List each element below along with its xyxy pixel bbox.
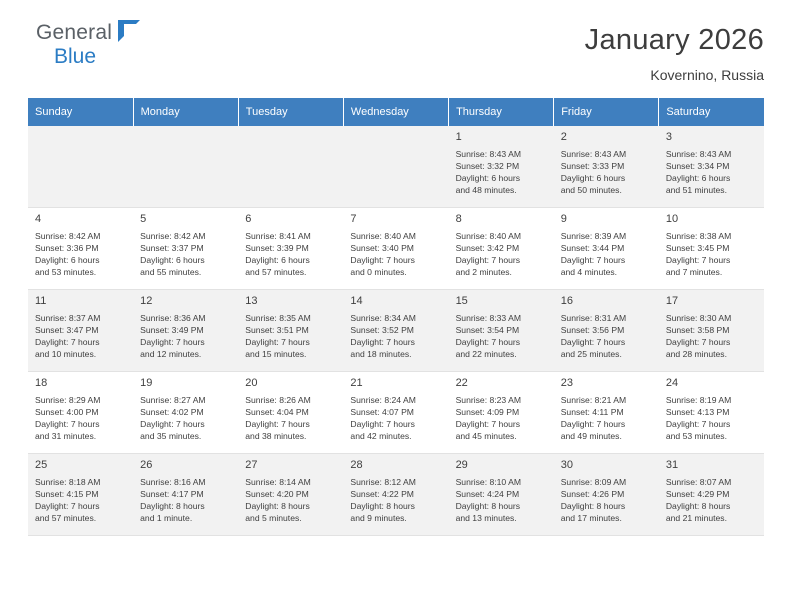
calendar-cell-day[interactable]: [238, 290, 343, 372]
day-details: [456, 395, 548, 442]
day-detail-line: and 49 minutes.: [560, 430, 622, 441]
day-detail-line: Daylight: 8 hours: [140, 500, 205, 511]
calendar-cell-day[interactable]: [133, 454, 238, 536]
day-detail-line: and 0 minutes.: [350, 266, 407, 277]
calendar-cell-day[interactable]: [449, 208, 554, 290]
day-detail-line: Sunrise: 8:42 AM: [140, 231, 206, 242]
calendar-cell-day[interactable]: [133, 290, 238, 372]
day-detail-line: Sunset: 3:34 PM: [665, 161, 730, 172]
day-number: 29: [455, 459, 468, 471]
day-detail-line: Sunrise: 8:40 AM: [350, 231, 416, 242]
day-detail-line: and 1 minute.: [140, 512, 193, 523]
day-details: [666, 395, 758, 442]
day-number: 27: [245, 459, 258, 471]
day-details: [140, 231, 232, 278]
day-detail-line: and 38 minutes.: [245, 430, 307, 441]
day-detail-line: Sunrise: 8:09 AM: [560, 477, 627, 488]
day-number: 20: [245, 377, 258, 389]
day-detail-line: Daylight: 7 hours: [35, 418, 100, 429]
day-detail-line: Daylight: 7 hours: [350, 336, 415, 347]
day-detail-line: and 45 minutes.: [455, 430, 517, 441]
day-detail-line: Sunrise: 8:29 AM: [35, 395, 101, 406]
day-detail-line: Sunset: 3:39 PM: [245, 243, 309, 254]
day-detail-line: Sunrise: 8:34 AM: [350, 313, 416, 324]
day-detail-line: Daylight: 7 hours: [35, 500, 100, 511]
calendar-cell-day[interactable]: [554, 290, 659, 372]
calendar-cell-day[interactable]: [343, 372, 448, 454]
brand-logo: [28, 22, 256, 67]
day-details: [350, 477, 442, 524]
calendar-cell-day[interactable]: [28, 454, 133, 536]
day-detail-line: Sunset: 4:13 PM: [665, 407, 730, 418]
day-detail-line: Sunset: 4:09 PM: [455, 407, 520, 418]
day-number: 5: [140, 213, 147, 225]
day-detail-line: Sunrise: 8:36 AM: [140, 313, 206, 324]
day-number: 17: [665, 295, 679, 307]
calendar-body: [28, 126, 764, 536]
day-detail-line: and 7 minutes.: [665, 266, 723, 277]
day-detail-line: and 21 minutes.: [665, 512, 727, 523]
day-detail-line: Sunset: 4:15 PM: [35, 489, 99, 500]
day-detail-line: Sunset: 3:36 PM: [35, 243, 99, 254]
day-detail-line: and 9 minutes.: [350, 512, 407, 523]
day-detail-line: Sunrise: 8:41 AM: [245, 231, 311, 242]
day-detail-line: Sunrise: 8:31 AM: [560, 313, 627, 324]
day-details: [35, 395, 127, 442]
flag-icon-inner: [124, 24, 137, 37]
day-detail-line: and 12 minutes.: [140, 348, 202, 359]
day-detail-line: Sunset: 4:07 PM: [350, 407, 414, 418]
day-detail-line: Sunrise: 8:43 AM: [560, 149, 627, 160]
day-number: 9: [560, 213, 567, 225]
day-detail-line: and 51 minutes.: [665, 184, 727, 195]
weekday-header-friday: Friday: [554, 98, 659, 126]
day-number: 21: [350, 377, 363, 389]
calendar-cell-day[interactable]: [659, 290, 764, 372]
calendar-cell-day[interactable]: [238, 372, 343, 454]
weekday-header-thursday: Thursday: [449, 98, 554, 126]
day-number: 25: [35, 459, 48, 471]
calendar-cell-day[interactable]: [659, 372, 764, 454]
calendar-cell-day[interactable]: [554, 372, 659, 454]
day-number: 31: [665, 459, 679, 471]
day-detail-line: Daylight: 6 hours: [140, 254, 205, 265]
day-detail-line: Sunrise: 8:24 AM: [350, 395, 416, 406]
calendar-week-row: [28, 454, 764, 536]
day-detail-line: Daylight: 7 hours: [245, 418, 310, 429]
day-detail-line: Sunset: 3:40 PM: [350, 243, 414, 254]
day-detail-line: and 31 minutes.: [35, 430, 97, 441]
day-detail-line: and 13 minutes.: [455, 512, 517, 523]
day-number: 11: [35, 295, 47, 307]
page-subtitle: Kovernino, Russia: [650, 67, 764, 83]
day-detail-line: and 57 minutes.: [245, 266, 307, 277]
day-number: 28: [350, 459, 363, 471]
day-detail-line: and 5 minutes.: [245, 512, 302, 523]
title-block: [585, 22, 764, 83]
day-details: [666, 231, 758, 278]
calendar-cell-day[interactable]: [554, 126, 659, 208]
day-details: [350, 231, 442, 278]
day-details: [666, 477, 758, 524]
day-number: 19: [140, 377, 153, 389]
day-detail-line: Daylight: 8 hours: [560, 500, 626, 511]
day-detail-line: Sunrise: 8:35 AM: [245, 313, 311, 324]
day-detail-line: Daylight: 8 hours: [245, 500, 310, 511]
day-number: 1: [455, 131, 462, 143]
day-details: [35, 477, 127, 524]
calendar-cell-day[interactable]: [449, 126, 554, 208]
calendar-week-row: [28, 372, 764, 454]
day-number: 2: [560, 131, 567, 143]
calendar-cell-day[interactable]: [343, 290, 448, 372]
calendar-cell-empty: [238, 126, 343, 208]
weekday-header-sunday: Sunday: [28, 98, 133, 126]
calendar-cell-day[interactable]: [28, 372, 133, 454]
day-detail-line: and 57 minutes.: [35, 512, 97, 523]
calendar-cell-day[interactable]: [554, 208, 659, 290]
calendar-week-row: [28, 126, 764, 208]
day-detail-line: Sunset: 3:51 PM: [245, 325, 309, 336]
day-detail-line: and 22 minutes.: [455, 348, 517, 359]
day-number: 10: [665, 213, 679, 225]
day-detail-line: and 10 minutes.: [35, 348, 97, 359]
day-detail-line: and 2 minutes.: [455, 266, 512, 277]
day-detail-line: Sunrise: 8:40 AM: [455, 231, 522, 242]
day-detail-line: and 15 minutes.: [245, 348, 307, 359]
day-details: [456, 149, 548, 196]
day-detail-line: Sunrise: 8:39 AM: [560, 231, 627, 242]
day-details: [666, 149, 758, 196]
calendar-cell-day[interactable]: [554, 454, 659, 536]
calendar-cell-day[interactable]: [133, 372, 238, 454]
calendar-cell-day[interactable]: [343, 454, 448, 536]
calendar-cell-day[interactable]: [449, 372, 554, 454]
day-detail-line: Daylight: 7 hours: [560, 418, 626, 429]
day-number: 16: [560, 295, 573, 307]
day-detail-line: and 28 minutes.: [665, 348, 727, 359]
day-detail-line: Sunset: 4:20 PM: [245, 489, 309, 500]
weekday-header-tuesday: Tuesday: [238, 98, 343, 126]
day-detail-line: Sunrise: 8:42 AM: [35, 231, 101, 242]
weekday-header-saturday: Saturday: [659, 98, 764, 126]
day-details: [140, 313, 232, 360]
day-detail-line: Daylight: 6 hours: [560, 172, 626, 183]
day-details: [35, 313, 127, 360]
day-detail-line: and 17 minutes.: [560, 512, 622, 523]
day-number: 12: [140, 295, 153, 307]
calendar-cell-day[interactable]: [449, 454, 554, 536]
calendar-cell-day[interactable]: [449, 290, 554, 372]
day-number: 14: [350, 295, 363, 307]
day-details: [561, 231, 653, 278]
day-detail-line: Sunrise: 8:38 AM: [665, 231, 732, 242]
day-details: [456, 231, 548, 278]
day-detail-line: and 25 minutes.: [560, 348, 622, 359]
day-detail-line: Daylight: 7 hours: [665, 336, 731, 347]
day-detail-line: Sunset: 4:00 PM: [35, 407, 99, 418]
brand-name-general: General: [36, 21, 113, 44]
day-number: 3: [665, 131, 672, 143]
calendar-cell-empty: [343, 126, 448, 208]
day-detail-line: Sunset: 4:24 PM: [455, 489, 520, 500]
day-detail-line: Daylight: 7 hours: [665, 418, 731, 429]
day-details: [561, 149, 653, 196]
day-detail-line: Sunset: 4:11 PM: [560, 407, 624, 418]
day-details: [456, 477, 548, 524]
day-number: 23: [560, 377, 573, 389]
day-number: 24: [665, 377, 679, 389]
day-detail-line: Sunrise: 8:43 AM: [455, 149, 522, 160]
day-detail-line: Sunrise: 8:18 AM: [35, 477, 101, 488]
day-detail-line: Daylight: 6 hours: [35, 254, 100, 265]
day-details: [350, 395, 442, 442]
day-detail-line: Daylight: 6 hours: [665, 172, 731, 183]
day-detail-line: Sunrise: 8:14 AM: [245, 477, 311, 488]
calendar-cell-empty: [133, 126, 238, 208]
day-detail-line: and 53 minutes.: [665, 430, 727, 441]
day-detail-line: Daylight: 7 hours: [665, 254, 731, 265]
day-detail-line: and 4 minutes.: [560, 266, 618, 277]
calendar-cell-day[interactable]: [238, 208, 343, 290]
day-detail-line: Daylight: 7 hours: [560, 254, 626, 265]
day-details: [245, 313, 337, 360]
day-detail-line: Daylight: 6 hours: [455, 172, 521, 183]
day-number: 30: [560, 459, 573, 471]
day-detail-line: Daylight: 7 hours: [455, 254, 521, 265]
calendar-week-row: [28, 290, 764, 372]
day-details: [140, 395, 232, 442]
day-detail-line: and 53 minutes.: [35, 266, 97, 277]
day-detail-line: Sunset: 3:37 PM: [140, 243, 204, 254]
day-detail-line: and 55 minutes.: [140, 266, 202, 277]
day-details: [35, 231, 127, 278]
day-detail-line: Sunrise: 8:19 AM: [665, 395, 732, 406]
day-number: 7: [350, 213, 357, 225]
day-detail-line: and 42 minutes.: [350, 430, 412, 441]
calendar-table: [28, 98, 764, 536]
day-number: 6: [245, 213, 252, 225]
day-detail-line: Daylight: 6 hours: [245, 254, 310, 265]
day-detail-line: Sunrise: 8:10 AM: [455, 477, 522, 488]
day-details: [561, 395, 653, 442]
day-detail-line: and 35 minutes.: [140, 430, 202, 441]
day-detail-line: and 48 minutes.: [455, 184, 517, 195]
day-detail-line: Daylight: 7 hours: [35, 336, 100, 347]
day-detail-line: Daylight: 8 hours: [455, 500, 521, 511]
brand-name-blue: Blue: [54, 45, 97, 68]
day-detail-line: Sunset: 3:58 PM: [665, 325, 730, 336]
day-detail-line: Sunrise: 8:23 AM: [455, 395, 522, 406]
calendar-cell-day[interactable]: [343, 208, 448, 290]
day-detail-line: Daylight: 7 hours: [245, 336, 310, 347]
day-detail-line: Daylight: 7 hours: [350, 254, 415, 265]
day-detail-line: Daylight: 7 hours: [560, 336, 626, 347]
page-title: January 2026: [584, 24, 764, 56]
day-detail-line: Sunrise: 8:33 AM: [455, 313, 522, 324]
calendar-cell-day[interactable]: [659, 454, 764, 536]
day-number: 26: [140, 459, 153, 471]
day-detail-line: Sunset: 3:45 PM: [665, 243, 730, 254]
day-detail-line: Sunrise: 8:30 AM: [665, 313, 732, 324]
calendar-cell-empty: [28, 126, 133, 208]
day-number: 15: [455, 295, 468, 307]
day-detail-line: Sunrise: 8:12 AM: [350, 477, 416, 488]
day-details: [456, 313, 548, 360]
day-detail-line: Sunrise: 8:21 AM: [560, 395, 627, 406]
day-detail-line: Sunrise: 8:07 AM: [665, 477, 732, 488]
day-detail-line: Sunset: 4:22 PM: [350, 489, 414, 500]
day-detail-line: Sunset: 3:32 PM: [455, 161, 520, 172]
day-detail-line: Daylight: 7 hours: [140, 418, 205, 429]
day-detail-line: Daylight: 7 hours: [455, 418, 521, 429]
calendar-cell-day[interactable]: [659, 208, 764, 290]
day-detail-line: Sunset: 4:04 PM: [245, 407, 309, 418]
day-detail-line: and 50 minutes.: [560, 184, 622, 195]
day-number: 8: [455, 213, 462, 225]
day-details: [561, 477, 653, 524]
day-detail-line: Sunset: 3:47 PM: [35, 325, 99, 336]
calendar-cell-day[interactable]: [238, 454, 343, 536]
day-detail-line: Sunset: 4:26 PM: [560, 489, 625, 500]
day-number: 18: [35, 377, 48, 389]
day-detail-line: Daylight: 8 hours: [350, 500, 415, 511]
day-detail-line: Sunrise: 8:16 AM: [140, 477, 206, 488]
day-detail-line: Sunset: 3:33 PM: [560, 161, 625, 172]
weekday-header-monday: Monday: [133, 98, 238, 126]
calendar-cell-day[interactable]: [28, 208, 133, 290]
day-details: [245, 477, 337, 524]
day-detail-line: Daylight: 7 hours: [140, 336, 205, 347]
day-number: 13: [245, 295, 258, 307]
day-details: [245, 231, 337, 278]
day-detail-line: Sunset: 3:44 PM: [560, 243, 625, 254]
day-number: 4: [35, 213, 42, 225]
day-details: [140, 477, 232, 524]
day-details: [561, 313, 653, 360]
weekday-header-wednesday: Wednesday: [343, 98, 448, 126]
day-details: [350, 313, 442, 360]
day-detail-line: Sunset: 4:02 PM: [140, 407, 204, 418]
calendar-cell-day[interactable]: [133, 208, 238, 290]
day-detail-line: Sunrise: 8:43 AM: [665, 149, 732, 160]
calendar-cell-day[interactable]: [28, 290, 133, 372]
day-detail-line: and 18 minutes.: [350, 348, 412, 359]
day-detail-line: Sunset: 4:29 PM: [665, 489, 730, 500]
day-detail-line: Daylight: 7 hours: [350, 418, 415, 429]
day-detail-line: Sunrise: 8:27 AM: [140, 395, 206, 406]
day-detail-line: Sunset: 3:54 PM: [455, 325, 520, 336]
day-detail-line: Sunrise: 8:37 AM: [35, 313, 101, 324]
calendar-cell-day[interactable]: [659, 126, 764, 208]
calendar-week-row: [28, 208, 764, 290]
page-header: [28, 22, 764, 88]
day-detail-line: Sunset: 3:49 PM: [140, 325, 204, 336]
day-details: [245, 395, 337, 442]
day-detail-line: Daylight: 7 hours: [455, 336, 521, 347]
day-detail-line: Sunset: 4:17 PM: [140, 489, 204, 500]
day-detail-line: Sunset: 3:42 PM: [455, 243, 520, 254]
day-detail-line: Sunrise: 8:26 AM: [245, 395, 311, 406]
day-detail-line: Sunset: 3:56 PM: [560, 325, 625, 336]
weekday-header-row: [28, 98, 764, 126]
day-detail-line: Sunset: 3:52 PM: [350, 325, 414, 336]
day-detail-line: Daylight: 8 hours: [665, 500, 731, 511]
day-number: 22: [455, 377, 468, 389]
day-details: [666, 313, 758, 360]
